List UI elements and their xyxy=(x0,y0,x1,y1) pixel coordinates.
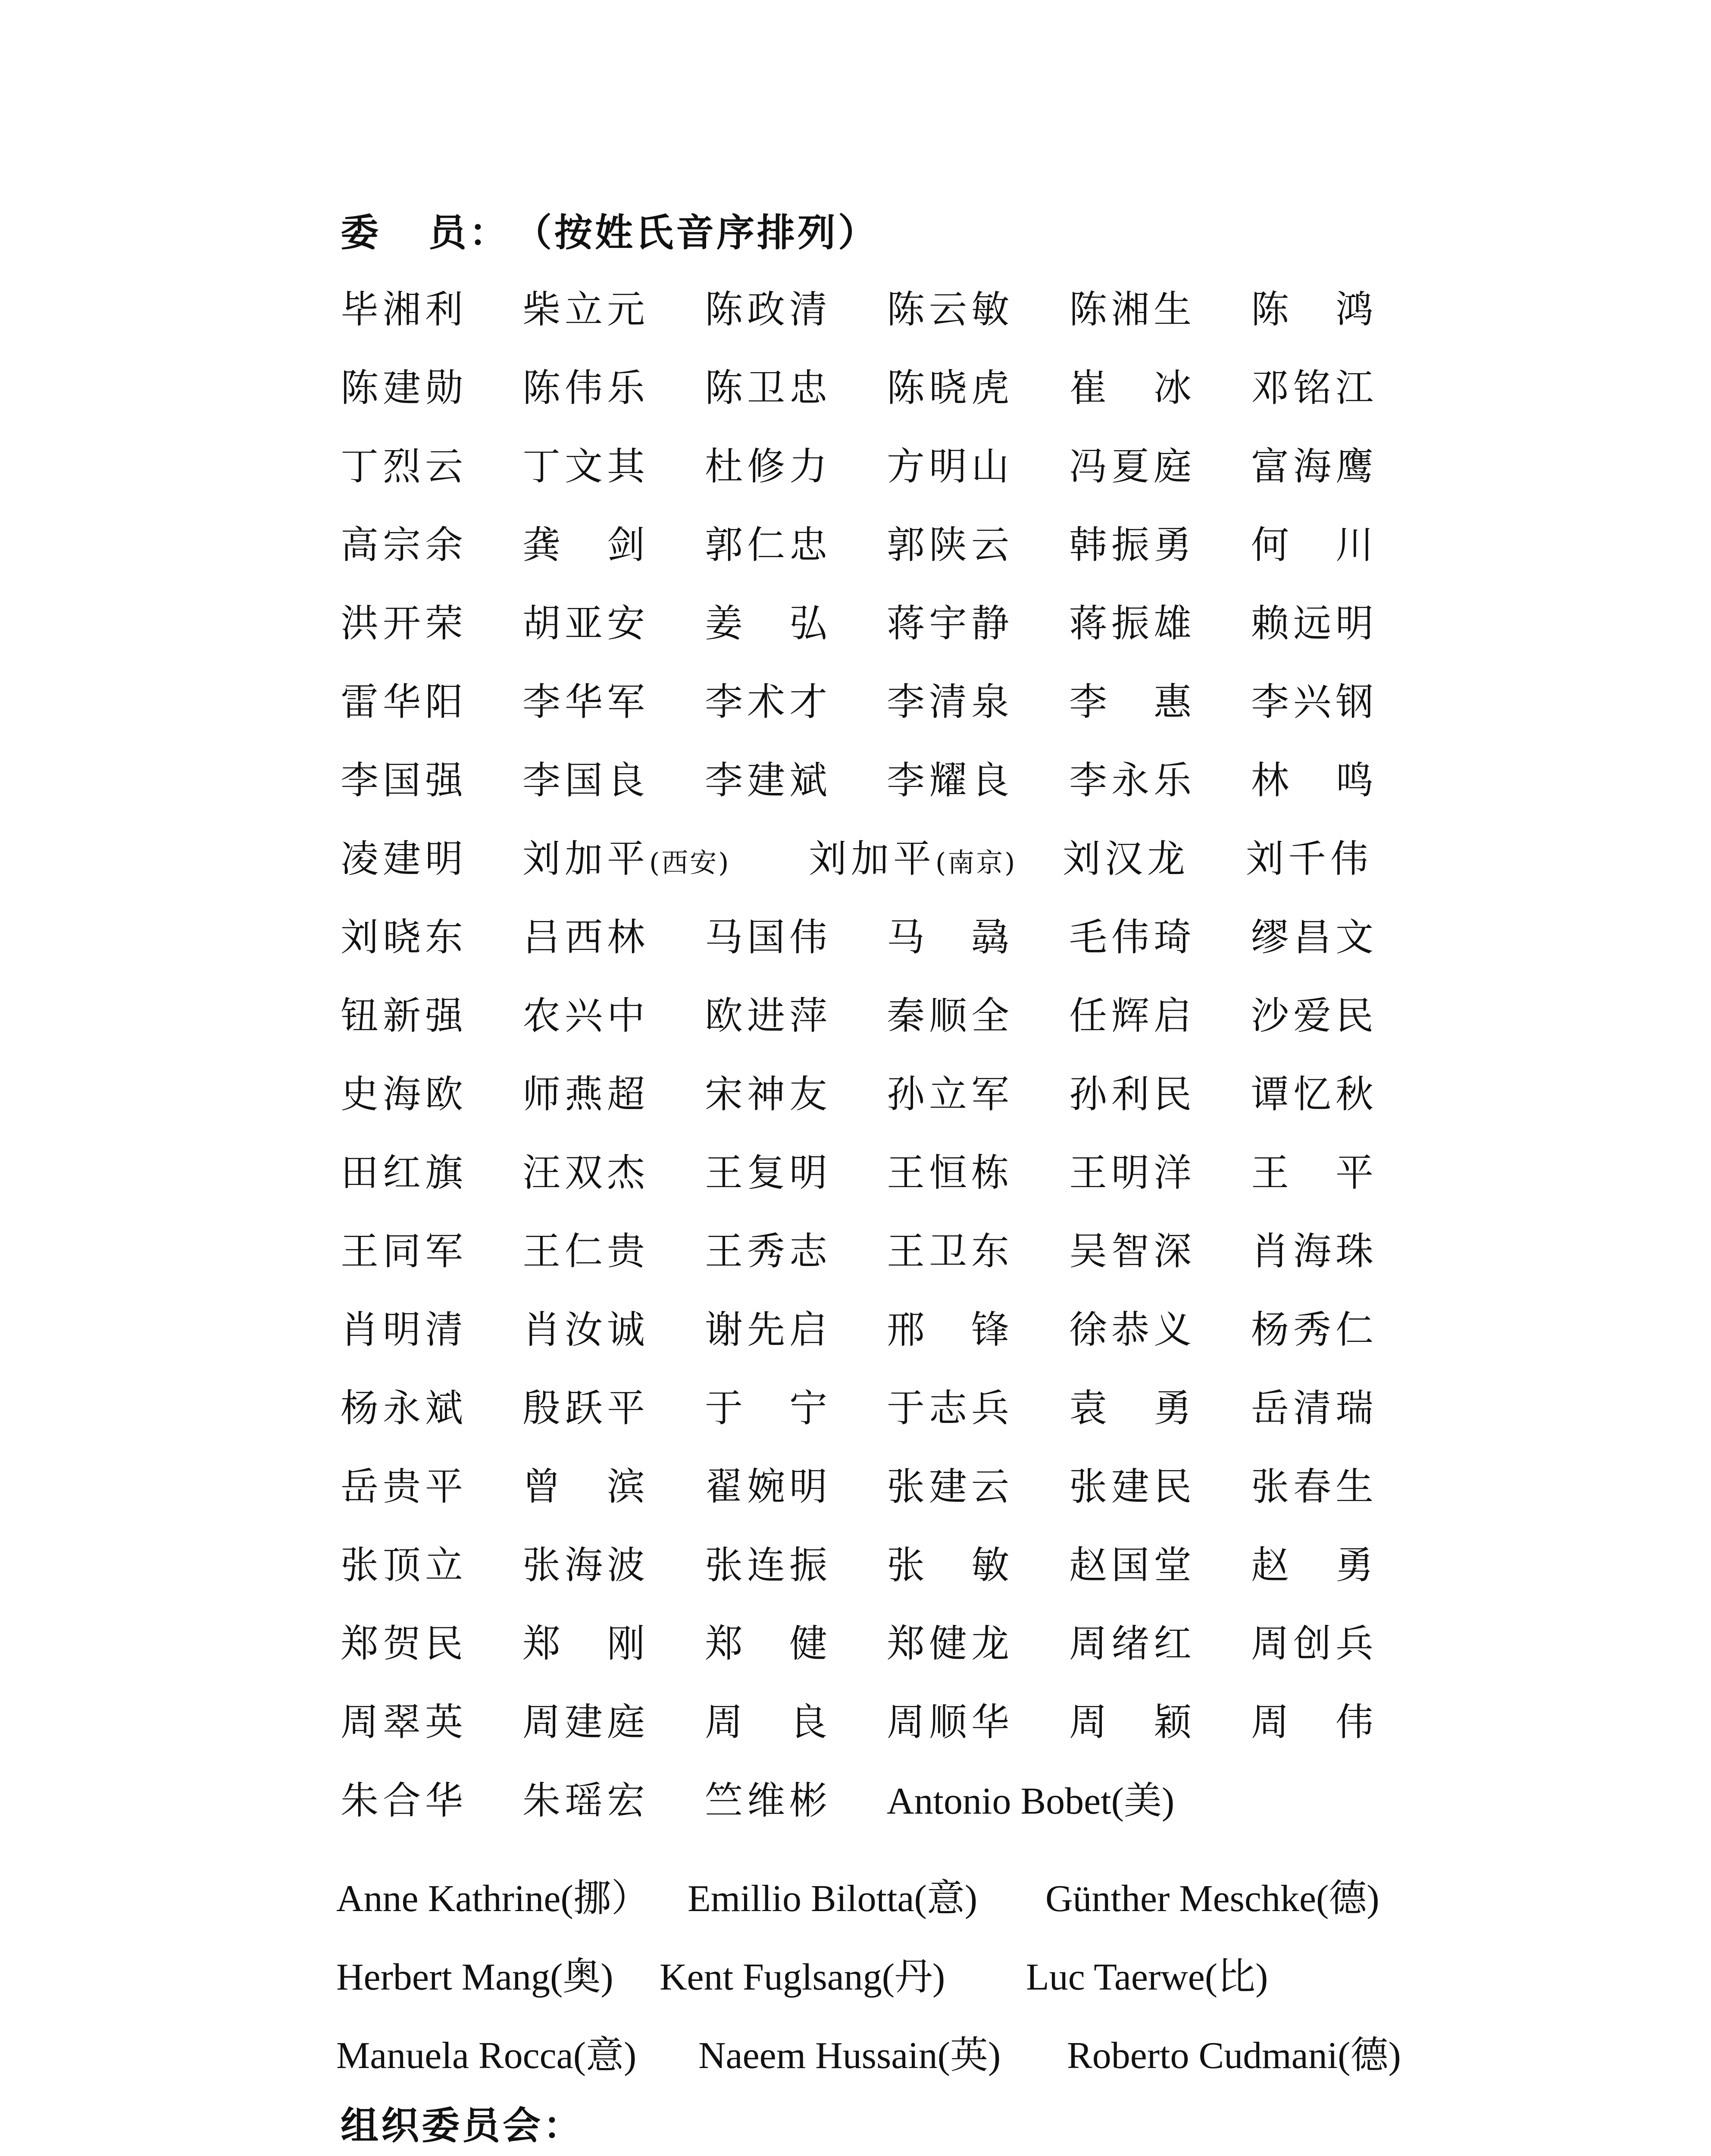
foreign-member-name: Naeem Hussain(英) xyxy=(698,2035,1001,2077)
member-name: 赵国堂 xyxy=(1069,1543,1196,1587)
name-row xyxy=(341,515,1505,593)
member-name: 殷跃平 xyxy=(522,1386,650,1430)
member-name: 张建民 xyxy=(1069,1464,1196,1509)
member-name: 邢 锋 xyxy=(887,1307,1014,1352)
member-name: 陈伟乐 xyxy=(522,366,650,410)
member-name: 李国良 xyxy=(522,758,650,802)
member-name: 胡亚安 xyxy=(522,601,650,646)
member-name: 柴立元 xyxy=(522,287,650,332)
member-name: 刘加平 xyxy=(809,837,936,881)
name-row xyxy=(341,1300,1505,1378)
member-name: 刘晓东 xyxy=(341,915,468,959)
name-row xyxy=(341,593,1505,672)
member-name: 郭仁忠 xyxy=(705,523,832,567)
member-name: 高宗余 xyxy=(341,523,468,567)
member-name: 任辉启 xyxy=(1069,993,1196,1038)
member-name: 郭陕云 xyxy=(887,523,1014,567)
name-row xyxy=(341,829,1505,907)
member-name: 李 惠 xyxy=(1069,680,1196,724)
name-row xyxy=(341,1614,1505,1692)
member-name: 孙利民 xyxy=(1069,1072,1196,1116)
member-name: 谭忆秋 xyxy=(1251,1072,1378,1116)
member-name: 杨秀仁 xyxy=(1251,1307,1378,1352)
member-name: 朱合华 xyxy=(341,1778,468,1823)
member-name: 郑贺民 xyxy=(341,1621,468,1666)
member-name: 田红旗 xyxy=(341,1150,468,1195)
foreign-member-name: Günther Meschke(德) xyxy=(1045,1878,1379,1920)
member-name: 王仁贵 xyxy=(522,1229,650,1273)
member-name: 朱瑶宏 xyxy=(522,1778,650,1823)
name-row xyxy=(341,436,1505,515)
member-name: 肖汝诚 xyxy=(522,1307,650,1352)
member-name: 周绪红 xyxy=(1069,1621,1196,1666)
member-name: 李兴钢 xyxy=(1251,680,1378,724)
member-name: 杨永斌 xyxy=(341,1386,468,1430)
foreign-member-name: Manuela Rocca(意) xyxy=(336,2035,637,2077)
name-row xyxy=(341,750,1505,829)
member-name: 周创兵 xyxy=(1251,1621,1378,1666)
member-name: 张顶立 xyxy=(341,1543,468,1587)
member-name: 张春生 xyxy=(1251,1464,1378,1509)
name-row xyxy=(341,1771,1505,1849)
committee-heading xyxy=(341,203,879,257)
member-name: 张 敏 xyxy=(887,1543,1014,1587)
member-name: 马国伟 xyxy=(705,915,832,959)
name-row xyxy=(341,1457,1505,1535)
member-name: 周顺华 xyxy=(887,1700,1014,1744)
member-name: 徐恭义 xyxy=(1069,1307,1196,1352)
foreign-member-name: Herbert Mang(奥) xyxy=(336,1956,613,1998)
member-name: 蒋宇静 xyxy=(887,601,1014,646)
name-row xyxy=(341,672,1505,750)
name-row xyxy=(341,358,1505,436)
member-name: 方明山 xyxy=(887,444,1014,489)
member-name: 岳贵平 xyxy=(341,1464,468,1509)
member-name: 李永乐 xyxy=(1069,758,1196,802)
foreign-member-name: Kent Fuglsang(丹) xyxy=(660,1956,945,1998)
member-name: 肖明清 xyxy=(341,1307,468,1352)
member-name: 王卫东 xyxy=(887,1229,1014,1273)
committee-label xyxy=(341,203,510,257)
foreign-member-name: Anne Kathrine(挪） xyxy=(336,1878,649,1920)
committee-label-part-1: 委 xyxy=(341,210,382,255)
organizing-committee-heading: 组织委员会： xyxy=(341,2103,584,2148)
member-name: 毛伟琦 xyxy=(1069,915,1196,959)
name-row xyxy=(341,1221,1505,1300)
member-name: 缪昌文 xyxy=(1251,915,1378,959)
member-name: 翟婉明 xyxy=(705,1464,832,1509)
member-name: 凌建明 xyxy=(341,837,468,881)
member-name: 马 骉 xyxy=(887,915,1014,959)
member-name: 冯夏庭 xyxy=(1069,444,1196,489)
member-name-with-city xyxy=(522,829,730,883)
foreign-member-name: Antonio Bobet(美) xyxy=(887,1780,1175,1822)
member-name: 曾 滨 xyxy=(522,1464,650,1509)
member-name: 师燕超 xyxy=(522,1072,650,1116)
member-name: 肖海珠 xyxy=(1251,1229,1378,1273)
member-name: 邓铭江 xyxy=(1251,366,1378,410)
member-name: 于志兵 xyxy=(887,1386,1014,1430)
member-name: 陈 鸿 xyxy=(1251,287,1378,332)
member-name-with-city xyxy=(809,829,1017,883)
member-name: 李建斌 xyxy=(705,758,832,802)
committee-label-part-2: 员： xyxy=(429,210,510,255)
member-name: 王秀志 xyxy=(705,1229,832,1273)
member-name: 赵 勇 xyxy=(1251,1543,1378,1587)
member-name: 王 平 xyxy=(1251,1150,1378,1195)
member-name: 刘汉龙 xyxy=(1063,837,1190,881)
member-name: 吴智深 xyxy=(1069,1229,1196,1273)
member-name: 于 宁 xyxy=(705,1386,832,1430)
member-name: 李清泉 xyxy=(887,680,1014,724)
member-name: 袁 勇 xyxy=(1069,1386,1196,1430)
member-name: 龚 剑 xyxy=(522,523,650,567)
member-name: 张连振 xyxy=(705,1543,832,1587)
member-name: 谢先启 xyxy=(705,1307,832,1352)
member-name: 郑 刚 xyxy=(522,1621,650,1666)
member-name: 丁烈云 xyxy=(341,444,468,489)
member-name: 欧进萍 xyxy=(705,993,832,1038)
name-row xyxy=(341,1143,1505,1221)
member-name: 何 川 xyxy=(1251,523,1378,567)
member-name: 陈政清 xyxy=(705,287,832,332)
member-name: 刘千伟 xyxy=(1246,837,1373,881)
member-name: 王同军 xyxy=(341,1229,468,1273)
member-name: 秦顺全 xyxy=(887,993,1014,1038)
member-name: 丁文其 xyxy=(522,444,650,489)
ordering-note: （按姓氏音序排列） xyxy=(514,210,879,255)
member-name: 岳清瑞 xyxy=(1251,1386,1378,1430)
member-name: 周 伟 xyxy=(1251,1700,1378,1744)
member-name: 张建云 xyxy=(887,1464,1014,1509)
member-name: 李华军 xyxy=(522,680,650,724)
foreign-member-name: Emillio Bilotta(意) xyxy=(688,1878,978,1920)
member-name: 钮新强 xyxy=(341,993,468,1038)
member-name: 李耀良 xyxy=(887,758,1014,802)
member-name: 竺维彬 xyxy=(705,1778,832,1823)
member-name: 宋神友 xyxy=(705,1072,832,1116)
name-row xyxy=(341,986,1505,1064)
name-row xyxy=(341,1378,1505,1457)
member-name: 张海波 xyxy=(522,1543,650,1587)
member-name: 姜 弘 xyxy=(705,601,832,646)
member-name: 周翠英 xyxy=(341,1700,468,1744)
member-name: 周 颖 xyxy=(1069,1700,1196,1744)
member-name: 史海欧 xyxy=(341,1072,468,1116)
member-name: 周 良 xyxy=(705,1700,832,1744)
member-name: 周建庭 xyxy=(522,1700,650,1744)
name-row xyxy=(341,1535,1505,1614)
member-name: 汪双杰 xyxy=(522,1150,650,1195)
member-name: 崔 冰 xyxy=(1069,366,1196,410)
member-name: 农兴中 xyxy=(522,993,650,1038)
foreign-member-name: Luc Taerwe(比) xyxy=(1026,1956,1268,1998)
member-name: 林 鸣 xyxy=(1251,758,1378,802)
member-name: 陈湘生 xyxy=(1069,287,1196,332)
member-name: 陈卫忠 xyxy=(705,366,832,410)
member-name: 李术才 xyxy=(705,680,832,724)
member-name: 韩振勇 xyxy=(1069,523,1196,567)
city-annotation: (南京) xyxy=(935,847,1017,878)
name-row xyxy=(341,907,1505,986)
member-name: 王明洋 xyxy=(1069,1150,1196,1195)
member-name: 赖远明 xyxy=(1251,601,1378,646)
member-name: 孙立军 xyxy=(887,1072,1014,1116)
member-name: 刘加平 xyxy=(522,837,650,881)
member-name: 王复明 xyxy=(705,1150,832,1195)
member-name: 洪开荣 xyxy=(341,601,468,646)
member-name: 陈云敏 xyxy=(887,287,1014,332)
member-name: 郑 健 xyxy=(705,1621,832,1666)
member-name: 蒋振雄 xyxy=(1069,601,1196,646)
member-name: 沙爱民 xyxy=(1251,993,1378,1038)
member-name: 王恒栋 xyxy=(887,1150,1014,1195)
member-name: 毕湘利 xyxy=(341,287,468,332)
name-row xyxy=(341,1064,1505,1143)
member-name: 陈晓虎 xyxy=(887,366,1014,410)
member-name: 杜修力 xyxy=(705,444,832,489)
foreign-member-name: Roberto Cudmani(德) xyxy=(1067,2035,1401,2077)
member-name: 陈建勋 xyxy=(341,366,468,410)
name-row xyxy=(341,1692,1505,1771)
member-name: 雷华阳 xyxy=(341,680,468,724)
member-name: 郑健龙 xyxy=(887,1621,1014,1666)
member-name: 吕西林 xyxy=(522,915,650,959)
member-name: 富海鹰 xyxy=(1251,444,1378,489)
member-name-grid xyxy=(341,279,1505,1849)
city-annotation: (西安) xyxy=(649,847,731,878)
member-name: 李国强 xyxy=(341,758,468,802)
name-row xyxy=(341,279,1505,358)
